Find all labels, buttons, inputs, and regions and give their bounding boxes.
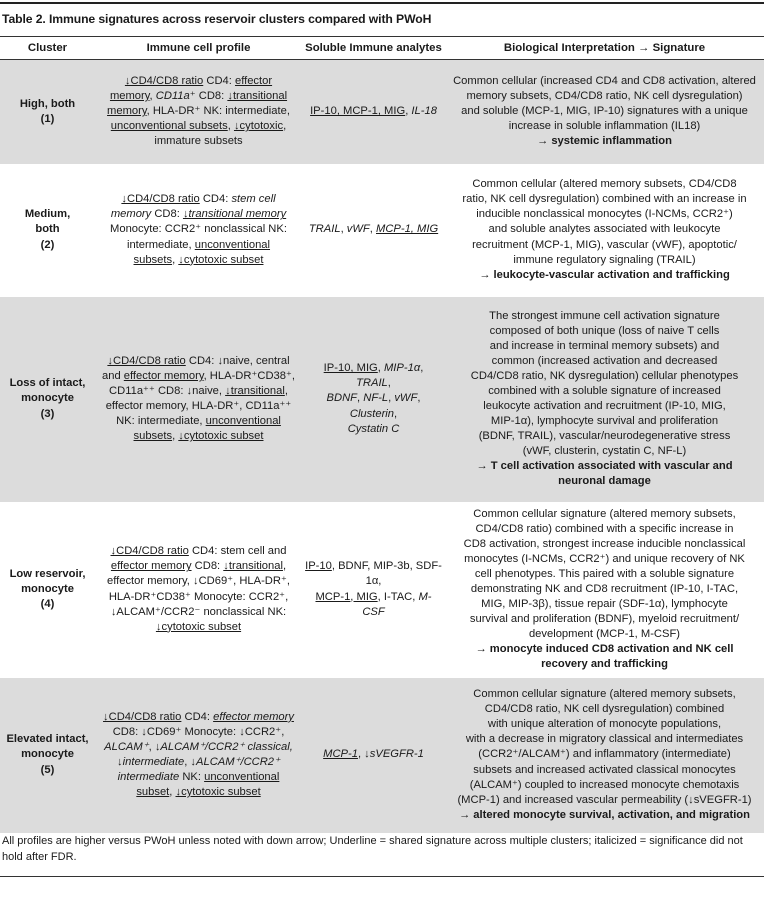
text-segment: → T cell activation associated with vascular and [476,460,733,473]
analytes-cell [302,297,445,502]
text-segment: cell phenotypes. This paired with a soluble signature [474,567,735,580]
cell-line [451,627,758,642]
text-segment: survival and proliferation (BDNF), myeloid recruitment/ [469,613,740,626]
text-segment: , [405,105,412,118]
cell-line [451,384,758,399]
text-segment: ↓cytotoxic subset [178,430,264,443]
header-immune-cell-profile: Immune cell profile [146,42,251,54]
text-segment: , [357,392,364,405]
cluster-cell [0,297,95,502]
header-soluble-analytes: Soluble Immune analytes [305,42,442,54]
cell-line [305,222,442,237]
text-segment: , HLA-DR⁺CD38⁺, [203,369,295,382]
cell-line [451,552,758,567]
text-segment: composed of both unique (loss of naive T cells [489,324,720,337]
cell-line [451,207,758,222]
text-segment: NF-L [363,392,389,405]
text-segment: memory subsets, CD4/CD8 ratio, NK cell dysregulation) [466,90,743,103]
text-segment: , [284,384,288,397]
text-segment: effector memory [123,369,204,382]
cell-line: both [35,223,60,236]
cell-line [98,134,299,149]
text-segment: CD4: [203,75,235,88]
text-segment: and soluble (MCP-1, MIG, IP-10) signatures with a unique [461,105,748,118]
cell-line [98,238,299,253]
cell-line [451,74,758,89]
cluster-cell [0,678,95,833]
text-segment: effector memory, HLA-DR⁺, CD11a⁺⁺ [105,400,292,412]
text-segment: MCP-1, MIG [315,590,378,603]
text-segment: , [394,407,398,420]
cell-line [98,725,299,740]
profile-cell [95,502,302,678]
text-segment: Common cellular (altered memory subsets, CD4/CD8 [472,178,737,191]
text-segment: IL-18 [411,105,437,118]
text-segment: , BDNF, MIP-3b, SDF-1α, [331,560,442,588]
interpretation-cell [445,297,764,502]
cell-line [98,544,299,559]
cell-line [451,582,758,597]
cell-line [98,605,299,620]
text-segment: ↓CD4/CD8 ratio [110,545,189,558]
cell-line [451,104,758,119]
text-segment: and increase in terminal memory subsets) and [489,339,720,352]
text-segment: ↓transitional [227,90,288,103]
text-segment: HLA-DR⁺CD38⁺ Monocyte: CCR2⁺, [108,590,289,603]
text-segment: unconventional [194,238,271,251]
text-segment: CD4/CD8 ratio, NK dysregulation) cellular phenotypes [470,369,739,382]
table-title: Table 2. Immune signatures across reservoir clusters compared with PWoH [2,12,432,26]
cell-line [451,522,758,537]
table-row-cluster-2 [0,164,764,297]
text-segment: subset [136,786,170,799]
cell-line [98,369,299,384]
interpretation-cell [445,678,764,833]
text-segment: subsets and increased activated classical monocytes [473,763,736,776]
text-segment: ↓ALCAM⁺/CCR2⁺ classical, [154,740,293,753]
text-segment: The strongest immune cell activation signature [489,309,720,322]
text-segment: ALCAM⁺ [104,740,149,753]
text-segment: CD8: ↓CD69⁺ Monocyte: ↓CCR2⁺, [112,725,285,738]
text-segment: NK: intermediate, [116,415,206,428]
text-segment: , [172,430,179,443]
table-header-row [0,37,764,60]
cell-line: Medium, [24,208,71,221]
cell-line [451,309,758,324]
cell-line [451,324,758,339]
text-segment: (MCP-1) and increased vascular permeability (↓sVEGFR-1) [457,793,752,806]
header-cluster: Cluster [27,42,68,54]
cell-line [98,399,299,414]
text-segment: ↓cytotoxic subset [175,786,261,799]
text-segment: Common cellular signature (altered memory subsets, [473,507,736,520]
cell-line [451,134,758,149]
cell-line [98,740,299,755]
text-segment: MIP-1α), lymphocyte survival and proliferation [490,415,719,428]
text-segment: immune regulatory signaling (TRAIL) [513,253,696,266]
text-segment: ↓CD4/CD8 ratio [103,710,182,723]
cell-line [98,620,299,635]
cell-line [451,222,758,237]
cell-line [98,384,299,399]
text-segment: ↓ALCAM⁺/CCR2⁺ [190,756,280,768]
table-row-cluster-1 [0,60,764,164]
cell-line [451,657,758,672]
cell-line [451,793,758,808]
cell-line [451,414,758,429]
cell-line [451,444,758,459]
table-row-cluster-3 [0,297,764,502]
text-segment: , [420,362,424,375]
cell-line [451,238,758,253]
cell-line [451,268,758,283]
text-segment: ↓cytotoxic [233,120,284,133]
cell-line [98,770,299,785]
cell-line [451,642,758,657]
text-segment: MIP-1α [383,362,421,375]
cluster-cell [0,164,95,297]
text-segment: (CCR2⁺/ALCAM⁺) and inflammatory (intermediate) [478,748,731,761]
text-segment: stem cell [231,193,276,206]
cell-line [451,732,758,747]
text-segment: ratio, NK cell dysregulation) combined with an increase in [462,193,747,206]
cell-line [451,399,758,414]
cell-line [451,339,758,354]
analytes-cell [302,60,445,164]
text-segment: CD11a [155,90,190,103]
cell-line [98,755,299,770]
text-segment: with unique alteration of monocyte populations, [487,718,722,731]
text-segment: and [102,369,124,382]
text-segment: , [387,377,391,390]
table-row-cluster-5 [0,678,764,833]
text-segment: increase in soluble inflammation (IL18) [508,120,701,133]
text-segment: unconventional [205,415,281,428]
bottom-rule [0,876,764,877]
text-segment: Cystatin C [347,422,400,435]
text-segment: M-CSF [362,590,432,618]
text-segment: effector [234,75,273,88]
text-segment: NK: [179,771,205,784]
text-segment: , [417,392,421,405]
text-segment: ↓transitional [225,384,285,397]
text-segment: inducible nonclassical monocytes (I-NCMs, CCR2⁺) [476,208,733,221]
text-segment: , [357,748,365,761]
text-segment: common (increased activation and decreased [491,354,718,367]
header-interpretation: Biological Interpretation → Signature [503,42,706,54]
text-segment: ↓cytotoxic subset [178,253,264,266]
interpretation-cell [445,502,764,678]
cell-line [451,192,758,207]
text-segment: immature subsets [154,135,243,148]
top-border [0,2,764,4]
cell-line [98,590,299,605]
text-segment: development (MCP-1, M-CSF) [528,628,681,641]
analytes-cell [302,678,445,833]
text-segment: intermediate [117,771,180,784]
text-segment: ↓intermediate [117,756,185,768]
text-segment: IP-10, MIG [323,362,378,375]
text-segment: CD4: ↓naive, central [185,354,290,367]
cell-line [451,119,758,134]
text-segment: , I-TAC, [377,590,419,603]
text-segment: CD4/CD8 ratio, NK cell dysregulation) combined [484,703,725,716]
text-segment: ↓CD4/CD8 ratio [121,193,200,206]
cell-line [98,104,299,119]
profile-cell [95,60,302,164]
text-segment: and soluble analytes associated with leukocyte [488,223,721,236]
text-segment: ⁺ CD8: [189,90,228,103]
cell-line [98,207,299,222]
cell-line: Low reservoir, [9,567,86,580]
cell-line [305,361,442,391]
text-segment: Monocyte: CCR2⁺ nonclassical NK: [110,223,287,236]
text-segment: (vWF, clusterin, cystatin C, NF-L) [522,445,687,458]
text-segment: ↓CD4/CD8 ratio [107,354,186,367]
cluster-cell [0,502,95,678]
text-segment: Common cellular signature (altered memory subsets, [473,688,736,701]
cell-line [451,763,758,778]
cell-line [451,597,758,612]
cell-line [451,747,758,762]
text-segment: BDNF [326,392,358,405]
cell-line [98,74,299,89]
text-segment: monocytes (I-NCMs, CCR2⁺) and unique recovery of NK [464,552,745,565]
cell-line [451,354,758,369]
text-segment: → monocyte induced CD8 activation and NK cell [475,643,734,656]
text-segment: subsets [133,253,173,266]
cell-line [451,89,758,104]
cell-line [98,710,299,725]
cell-line [98,785,299,800]
text-segment: effector memory [110,560,192,573]
text-segment: ↓ALCAM⁺/CCR2⁻ nonclassical NK: [110,605,287,618]
text-segment: neuronal damage [558,475,651,488]
text-segment: CD11a⁺⁺ CD8: ↓naive, [109,384,226,397]
cell-line [98,222,299,237]
text-segment: combined with a soluble signature of increased [488,384,721,397]
text-segment: , HLA-DR⁺ NK: intermediate, [146,105,290,118]
text-segment: MIG, MIP-3β), tissue repair (SDF-1α), lymphocyte [481,598,728,611]
text-segment: CD4: stem cell and [188,545,287,558]
cluster-cell [0,60,95,164]
text-segment: , [377,362,384,375]
cell-line [305,104,442,119]
cell-line [451,537,758,552]
cell-line [98,574,299,589]
text-segment: , [148,740,155,753]
analytes-cell [302,164,445,297]
interpretation-cell [445,60,764,164]
cell-line [305,559,442,589]
text-segment: , [388,392,395,405]
cell-line [305,747,442,762]
text-segment: , [227,120,234,133]
cell-line [451,687,758,702]
text-segment: vWF [394,392,418,405]
cell-line [451,808,758,823]
text-segment: recovery and trafficking [541,658,668,671]
text-segment: unconventional [204,771,280,784]
cell-line [451,429,758,444]
text-segment: TRAIL [308,223,341,236]
text-segment: effector memory, ↓CD69⁺, HLA-DR⁺, [107,575,290,588]
cell-line: Elevated intact, [6,733,89,746]
cell-line [451,253,758,268]
text-segment: → leukocyte-vascular activation and trafficking [479,268,730,281]
text-segment: memory [107,105,147,118]
cell-line [451,369,758,384]
footnote-line: hold after FDR. [2,851,77,863]
text-segment: CD4: [181,710,214,723]
cell-line [98,559,299,574]
cell-line: (2) [40,238,55,251]
text-segment: unconventional subsets [110,120,228,133]
text-segment: MCP-1 [323,748,358,761]
cell-line [451,778,758,793]
text-segment: memory [110,208,152,221]
text-segment: ↓cytotoxic subset [155,620,242,633]
interpretation-cell [445,164,764,297]
text-segment: CD8 activation, strongest increase inducible nonclassical [463,537,746,550]
text-segment: recruitment (MCP-1, MIG), vascular (vWF), apoptotic/ [472,238,737,251]
text-segment: Common cellular (increased CD4 and CD8 activation, altered [453,75,756,88]
text-segment: , [172,253,179,266]
text-segment: IP-10 [305,560,332,573]
footnote-line: All profiles are higher versus PWoH unless noted with down arrow; Underline = shared signature across multiple clusters; italicized = significance did not [2,835,743,847]
text-segment: intermediate, [126,238,195,251]
text-segment: → systemic inflammation [537,135,672,148]
profile-cell [95,297,302,502]
text-segment: , [340,223,347,236]
cell-line [451,459,758,474]
cell-line: monocyte [21,748,74,761]
profile-cell [95,678,302,833]
text-segment: MCP-1, MIG [376,223,439,236]
cell-line [98,119,299,134]
text-segment: CD8: [191,560,224,573]
text-segment: vWF [346,223,370,236]
cell-line [451,177,758,192]
profile-cell [95,164,302,297]
table-footnote [2,833,762,865]
cell-line [98,89,299,104]
text-segment: subsets [133,430,173,443]
text-segment: , [149,90,156,103]
text-segment: CD8: [151,208,183,221]
cell-line [451,507,758,522]
text-segment: , [282,560,287,573]
cell-line: (3) [40,407,55,420]
text-segment: leukocyte activation and recruitment (IP-10, MIG, [483,400,726,412]
text-segment: , [184,756,191,768]
text-segment: Clusterin [349,407,395,420]
text-segment: CD4: [199,193,232,206]
cell-line: Loss of intact, [9,377,86,390]
text-segment: CD4/CD8 ratio) combined with a specific increase in [475,522,734,535]
text-segment: , [283,120,287,133]
cell-line [451,474,758,489]
cell-line [451,567,758,582]
cell-line [451,612,758,627]
cell-line [98,253,299,268]
text-segment: ↓transitional [223,560,283,573]
cell-line: monocyte [21,582,74,595]
cell-line: monocyte [21,392,74,405]
text-segment: demonstrating NK and CD8 recruitment (IP-10, I-TAC, [470,582,739,595]
cell-line [98,414,299,429]
cell-line: (4) [40,598,55,611]
text-segment: (BDNF, TRAIL), vascular/neurodegenerative stress [478,430,731,443]
cell-line [98,192,299,207]
table-row-cluster-4 [0,502,764,678]
cell-line [305,422,442,437]
text-segment: ↓sVEGFR-1 [364,748,424,761]
cell-line [451,717,758,732]
text-segment: TRAIL [356,377,388,390]
cell-line [451,702,758,717]
text-segment: effector memory [213,710,294,723]
text-segment: , [369,223,376,236]
text-segment: ↓transitional memory [182,208,287,221]
cell-line [98,354,299,369]
analytes-cell [302,502,445,678]
text-segment: with a decrease in migratory classical and intermediates [465,733,744,746]
cell-line [98,429,299,444]
cell-line [305,391,442,421]
cell-line: (1) [40,112,55,125]
immune-signatures-table [0,37,764,833]
text-segment: → altered monocyte survival, activation, and migration [459,808,750,821]
cell-line: High, both [19,97,76,110]
text-segment: ↓CD4/CD8 ratio [124,75,204,88]
text-segment: memory [109,90,150,103]
cell-line [305,590,442,620]
text-segment: (ALCAM⁺) coupled to increased monocyte chemotaxis [469,778,740,791]
cell-line: (5) [40,763,55,776]
text-segment: , [169,786,176,799]
text-segment: IP-10, MCP-1, MIG [310,105,406,118]
